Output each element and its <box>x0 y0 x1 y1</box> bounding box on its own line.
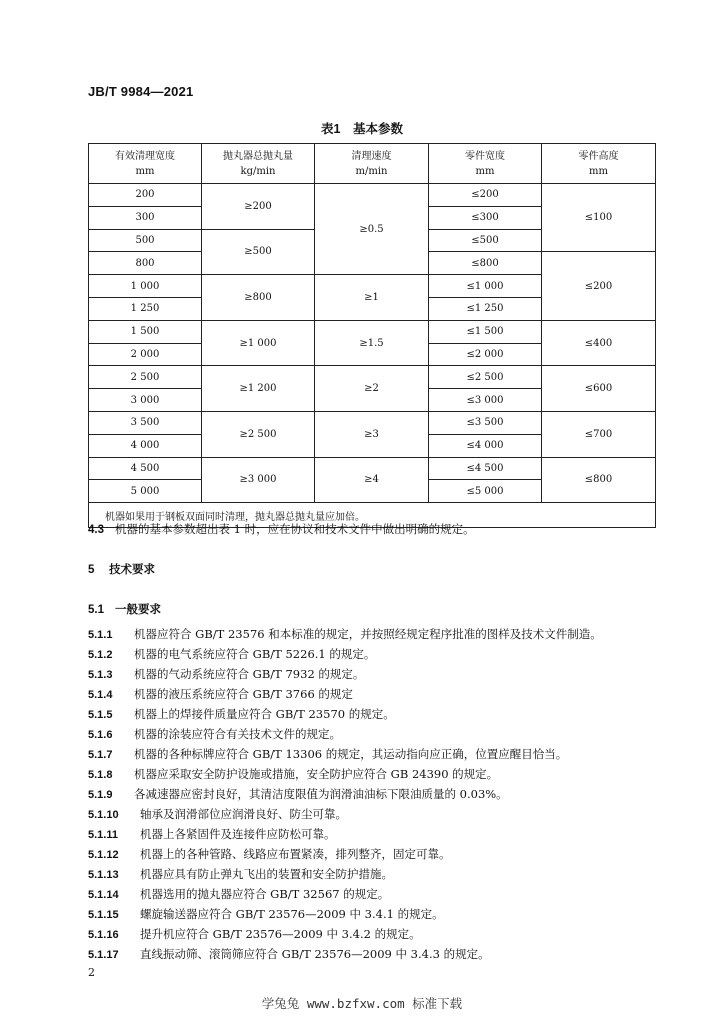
cell-width: 3 000 <box>89 389 202 412</box>
cell-speed: ≥3 <box>315 411 429 457</box>
cell-speed: ≥2 <box>315 366 429 412</box>
cell-width: 300 <box>89 206 202 229</box>
clause-5-1-1: 5.1.1 机器应符合 GB/T 23576 和本标准的规定，并按照经规定程序批准的图样及技术文件制造。 <box>88 627 602 641</box>
clause-5-1-16: 5.1.16 提升机应符合 GB/T 23576—2009 中 3.4.2 的规定。 <box>88 927 421 941</box>
cell-part-width: ≤200 <box>429 184 542 207</box>
section-number: 5 <box>88 564 95 576</box>
cell-part-width: ≤3 500 <box>429 411 542 434</box>
cell-speed: ≥0.5 <box>315 184 429 275</box>
cell-part-width: ≤2 000 <box>429 343 542 366</box>
clause-5-1-15: 5.1.15 螺旋输送器应符合 GB/T 23576—2009 中 3.4.1 的规定。 <box>88 907 444 921</box>
section-5-heading <box>88 561 155 577</box>
clause-5-1-4: 5.1.4 机器的液压系统应符合 GB/T 3766 的规定 <box>88 687 353 701</box>
cell-part-height: ≤800 <box>542 457 656 503</box>
cell-part-width: ≤2 500 <box>429 366 542 389</box>
cell-part-height: ≤700 <box>542 411 656 457</box>
cell-throughput: ≥1 000 <box>202 320 315 366</box>
clause-5-1-12: 5.1.12 机器上的各种管路、线路应布置紧凑，排列整齐，固定可靠。 <box>88 847 451 861</box>
cell-part-height: ≤100 <box>542 184 656 252</box>
table-row <box>89 320 656 343</box>
cell-width: 5 000 <box>89 480 202 503</box>
cell-throughput: ≥200 <box>202 184 315 230</box>
table-caption: 表1 基本参数 <box>321 122 403 136</box>
table-row <box>89 457 656 480</box>
cell-part-height: ≤200 <box>542 252 656 320</box>
cell-width: 4 500 <box>89 457 202 480</box>
cell-throughput: ≥500 <box>202 229 315 275</box>
cell-width: 800 <box>89 252 202 275</box>
cell-throughput: ≥2 500 <box>202 411 315 457</box>
clause-text: 机器的基本参数超出表 1 时，应在协议和技术文件中做出明确的规定。 <box>114 522 475 536</box>
cell-throughput: ≥3 000 <box>202 457 315 503</box>
table-row <box>89 366 656 389</box>
header-clean-width: 有效清理宽度 mm <box>89 144 202 184</box>
clause-5-1-14: 5.1.14 机器选用的抛丸器应符合 GB/T 32567 的规定。 <box>88 887 390 901</box>
cell-part-width: ≤800 <box>429 252 542 275</box>
cell-throughput: ≥1 200 <box>202 366 315 412</box>
clause-5-1-10: 5.1.10 轴承及润滑部位应润滑良好、防尘可靠。 <box>88 807 347 821</box>
clause-5-1-11: 5.1.11 机器上各紧固件及连接件应防松可靠。 <box>88 827 336 841</box>
document-id-header: JB/T 9984—2021 <box>88 84 194 99</box>
table-header-row <box>89 144 656 184</box>
clause-5-1-8: 5.1.8 机器应采取安全防护设施或措施，安全防护应符合 GB 24390 的规定。 <box>88 767 499 781</box>
cell-width: 2 500 <box>89 366 202 389</box>
clause-5-1-6: 5.1.6 机器的涂装应符合有关技术文件的规定。 <box>88 727 341 741</box>
clause-5-1-13: 5.1.13 机器应具有防止弹丸飞出的装置和安全防护措施。 <box>88 867 393 881</box>
cell-speed: ≥1 <box>315 275 429 321</box>
cell-width: 1 000 <box>89 275 202 298</box>
clause-5-1-2: 5.1.2 机器的电气系统应符合 GB/T 5226.1 的规定。 <box>88 647 376 661</box>
cell-part-width: ≤1 250 <box>429 297 542 320</box>
cell-width: 1 250 <box>89 297 202 320</box>
page-number: 2 <box>88 966 95 979</box>
cell-throughput: ≥800 <box>202 275 315 321</box>
cell-part-width: ≤1 000 <box>429 275 542 298</box>
cell-part-width: ≤500 <box>429 229 542 252</box>
cell-part-height: ≤600 <box>542 366 656 412</box>
header-throughput: 抛丸器总抛丸量 kg/min <box>202 144 315 184</box>
section-5-1-heading <box>88 601 161 617</box>
cell-width: 1 500 <box>89 320 202 343</box>
cell-part-width: ≤300 <box>429 206 542 229</box>
section-title: 技术要求 <box>109 564 156 576</box>
cell-width: 2 000 <box>89 343 202 366</box>
cell-width: 4 000 <box>89 434 202 457</box>
watermark-footer: 学兔兔 www.bzfxw.com 标准下载 <box>261 996 463 1011</box>
paragraph-4-3 <box>88 521 475 537</box>
cell-part-width: ≤3 000 <box>429 389 542 412</box>
cell-width: 500 <box>89 229 202 252</box>
basic-parameters-table <box>88 143 656 528</box>
cell-part-width: ≤4 000 <box>429 434 542 457</box>
cell-part-width: ≤4 500 <box>429 457 542 480</box>
clause-5-1-7: 5.1.7 机器的各种标牌应符合 GB/T 13306 的规定，其运动指向应正确，位置应醒目恰当。 <box>88 747 568 761</box>
cell-width: 3 500 <box>89 411 202 434</box>
cell-speed: ≥4 <box>315 457 429 503</box>
section-number: 5.1 <box>88 604 104 616</box>
clause-5-1-3: 5.1.3 机器的气动系统应符合 GB/T 7932 的规定。 <box>88 667 365 681</box>
cell-speed: ≥1.5 <box>315 320 429 366</box>
table-row <box>89 184 656 207</box>
cell-part-width: ≤5 000 <box>429 480 542 503</box>
clause-5-1-17: 5.1.17 直线振动筛、滚筒筛应符合 GB/T 23576—2009 中 3.4.3 的规定。 <box>88 947 490 961</box>
clause-5-1-9: 5.1.9 各减速器应密封良好，其清洁度限值为润滑油油标下限油质量的 0.03%。 <box>88 787 508 801</box>
header-part-width: 零件宽度 mm <box>429 144 542 184</box>
header-speed: 清理速度 m/min <box>315 144 429 184</box>
table-note: 机器如果用于钢板双面同时清理，抛丸器总抛丸量应加倍。 <box>89 503 656 528</box>
table-row <box>89 411 656 434</box>
cell-part-height: ≤400 <box>542 320 656 366</box>
cell-part-width: ≤1 500 <box>429 320 542 343</box>
clause-5-1-5: 5.1.5 机器上的焊接件质量应符合 GB/T 23570 的规定。 <box>88 707 395 721</box>
header-part-height: 零件高度 mm <box>542 144 656 184</box>
cell-width: 200 <box>89 184 202 207</box>
section-title: 一般要求 <box>114 604 161 616</box>
clause-number: 4.3 <box>88 524 104 536</box>
